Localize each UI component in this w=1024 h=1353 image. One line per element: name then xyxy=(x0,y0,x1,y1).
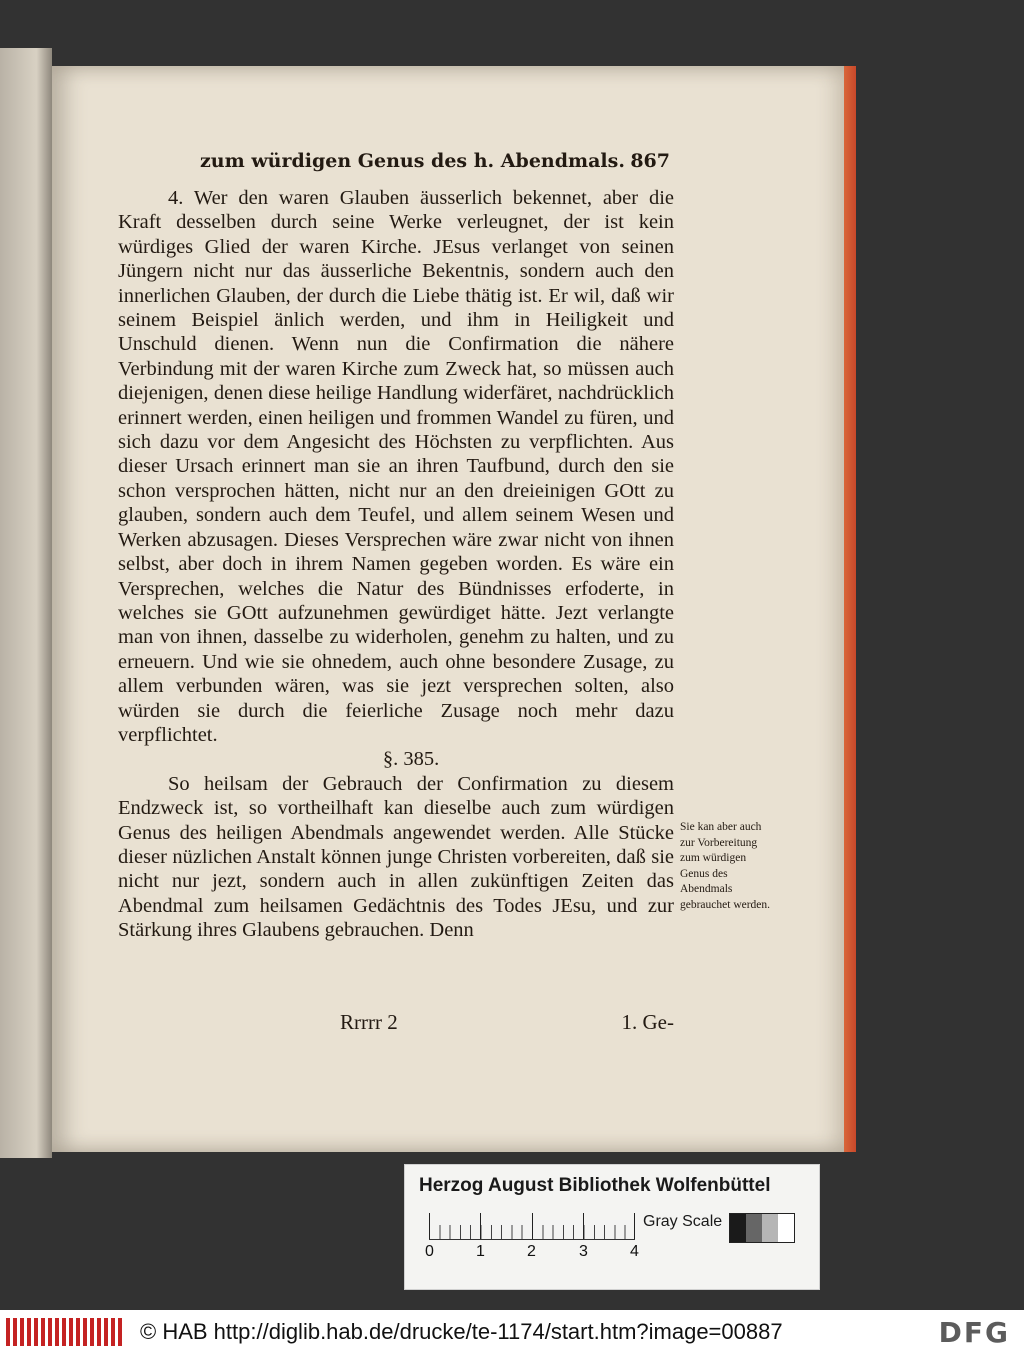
card-title: Herzog August Bibliothek Wolfenbüttel xyxy=(419,1175,771,1196)
ruler-major-tick xyxy=(429,1213,430,1239)
ruler-major-tick xyxy=(480,1213,481,1239)
ruler-number: 3 xyxy=(579,1243,588,1260)
ruler-major-tick xyxy=(583,1213,584,1239)
paragraph: 4. Wer den waren Glauben äusserlich bekennet, aber die Kraft desselben durch seine Werke verleugnet, der ist kein würdiges Glied der waren Kirche. JEsus verlanget von seinen Jüngern nicht nur das äusserliche Bekentnis, sondern auch den innerlichen Glauben, der durch die Liebe thätig ist. Er wil, daß wir seinem Beispiel änlich werden, und ihm in Heiligkeit und Unschuld dienen. Wenn nun die Confirmation die nähere Verbindung mit der waren Kirche zum Zweck hat, so müssen auch diejenigen, denen diese heilige Handlung widerfäret, nachdrücklich erinnert werden, einen heiligen und frommen Wandel zu füren, und sich dazu vor dem Angesicht des Höchsten zu verpflichten. Aus dieser Ursach erinnert man sie an ihren Taufbund, durch den sie schon versprochen hätten, nicht nur an den dreieinigen GOtt zu glauben, sondern auch dem Teufel, und allem seinem Wesen und Werken abzusagen. Dieses Versprechen wäre zwar nicht von ihnen selbst, aber doch in ihrem Namen gegeben worden. Es wäre ein Versprechen, welches die Natur des Bündnisses erfoderte, in welches sie GOtt aufzunehmen gewürdiget hätte. Jezt verlangte man von ihnen, dasselbe zu widerholen, genehm zu halten, und zu erneuern. Und wie sie ohnedem, auch ohne besondere Zusage, zu allem verbunden wären, was sie jezt versprechen solten, also würden sie durch die feierliche Zusage noch mehr dazu verpflichtet. xyxy=(118,187,674,746)
margin-note: Sie kan aber auch zur Vorbereitung zum würdigen Genus des Abendmals gebrauchet werden. xyxy=(680,821,771,911)
ruler-number: 2 xyxy=(527,1243,536,1260)
ruler-number: 4 xyxy=(630,1243,639,1260)
signature-mark: Rrrrr 2 xyxy=(340,1010,398,1034)
gray-scale-label: Gray Scale xyxy=(643,1213,723,1230)
ruler-number: 0 xyxy=(425,1243,434,1260)
gray-swatch xyxy=(746,1214,762,1242)
catchword: 1. Ge- xyxy=(621,1010,674,1034)
section-mark: §. 385. xyxy=(382,748,440,771)
gray-swatch xyxy=(730,1214,746,1242)
gray-swatch xyxy=(762,1214,778,1242)
hab-bars-logo-icon xyxy=(6,1318,126,1346)
running-head-title: zum würdigen Genus des h. Abendmals. xyxy=(200,150,625,172)
color-reference-card xyxy=(404,1164,820,1290)
body-text xyxy=(118,186,674,943)
ruler-number: 1 xyxy=(476,1243,485,1260)
facing-page-edge xyxy=(0,48,52,1158)
dfg-logo: DFG xyxy=(938,1316,1010,1349)
ruler-major-tick xyxy=(634,1213,635,1239)
ruler-major-tick xyxy=(532,1213,533,1239)
paragraph: So heilsam der Gebrauch der Confirmation zu diesem Endzweck ist, so vortheilhaft kan dieselbe auch zum würdigen Genus des heiligen Abendmals angewendet werden. Alle Stücke dieser nüzlichen Anstalt können junge Christen vorbereiten, daß sie nicht nur jezt, sondern auch in allen zukünftigen Zeiten das Abendmal zum heilsamen Gedächtnis des Todes JEsu, und zur Stärkung ihres Glaubens gebrauchen. Denn xyxy=(118,772,674,942)
footer-bar xyxy=(0,1310,1024,1353)
copyright-link[interactable]: © HAB http://diglib.hab.de/drucke/te-1174/start.htm?image=00887 xyxy=(140,1319,783,1344)
page-number: 867 xyxy=(630,150,670,172)
gray-swatch xyxy=(778,1214,794,1242)
gray-swatches xyxy=(729,1213,795,1243)
page-red-edge xyxy=(844,66,856,1152)
